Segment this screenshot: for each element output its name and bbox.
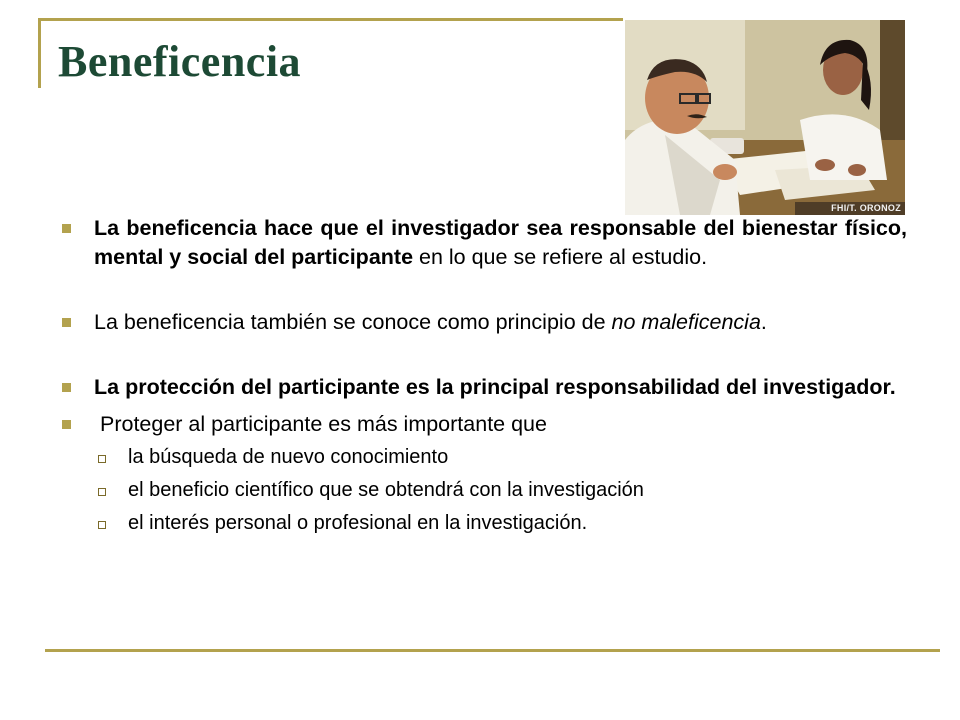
sub-bullet-list: [62, 441, 907, 540]
hollow-square-bullet-icon: [98, 455, 106, 463]
office-consultation-photo: [625, 20, 905, 215]
bullet-item-1: [62, 214, 907, 272]
frame-top-line: [38, 18, 623, 21]
sub-bullet-item-1: [62, 441, 907, 474]
bullet-2-text: La beneficencia también se conoce como principio de: [94, 310, 612, 334]
sub-bullet-item-2: [62, 474, 907, 507]
sub-bullet-3-text: el interés personal o profesional en la investigación.: [128, 512, 588, 534]
hollow-square-bullet-icon: [98, 521, 106, 529]
bullet-4-text: Proteger al participante es más importante que: [100, 412, 547, 436]
bullet-square-icon: [62, 383, 71, 392]
bullet-3-bold-text: La protección del participante es la principal responsabilidad del investigador.: [94, 375, 896, 399]
bullet-square-icon: [62, 224, 71, 233]
photo-credit: FHI/T. ORONOZ: [831, 203, 901, 213]
bullet-item-2: [62, 308, 907, 337]
sub-bullet-2-text: el beneficio científico que se obtendrá con la investigación: [128, 479, 644, 501]
bullet-item-4: [62, 410, 907, 439]
bullet-2-italic-text: no maleficencia: [611, 310, 761, 334]
bullet-square-icon: [62, 318, 71, 327]
bullet-1-bold-text: La beneficencia hace que el investigador sea responsable del bienestar físico, mental y social del participante: [94, 216, 907, 269]
hollow-square-bullet-icon: [98, 488, 106, 496]
slide-title: Beneficencia: [58, 37, 302, 86]
bullet-item-3: [62, 373, 907, 402]
bullet-square-icon: [62, 420, 71, 429]
frame-bottom-line: [45, 649, 940, 652]
sub-bullet-item-3: [62, 507, 907, 540]
sub-bullet-1-text: la búsqueda de nuevo conocimiento: [128, 446, 449, 468]
bullet-1-text: en lo que se refiere al estudio.: [413, 245, 708, 269]
bullet-list: [62, 214, 907, 540]
bullet-2-after-text: .: [760, 310, 767, 334]
photo-illustration: [625, 20, 905, 215]
frame-vertical-line: [38, 18, 41, 88]
